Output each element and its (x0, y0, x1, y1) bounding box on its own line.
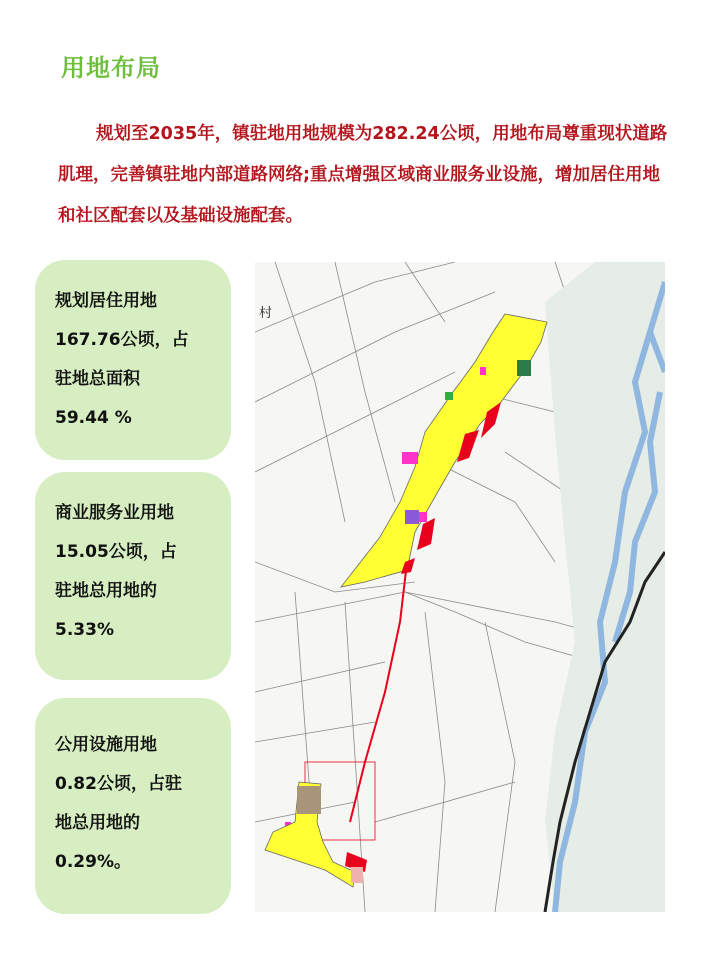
residential-land-card (35, 260, 231, 460)
intro-paragraph: 规划至2035年，镇驻地用地规模为282.24公顷，用地布局尊重现状道路肌理，完善镇驻地内部道路网络;重点增强区域商业服务业设施，增加居住用地和社区配套以及基础设施配套。 (58, 124, 668, 226)
commercial-land-card (35, 472, 231, 680)
industrial-zone (297, 786, 321, 814)
village-label: 村 (259, 306, 273, 321)
land-use-map (255, 262, 665, 912)
section-title: 用地布局 (61, 54, 161, 82)
land-use-map-graphic (255, 262, 665, 912)
green-zone (517, 360, 531, 376)
utility-land-text: 公用设施用地 0.82公顷，占驻 地总用地的 0.29%。 (55, 735, 182, 872)
commercial-land-text: 商业服务业用地 15.05公顷，占 驻地总用地的 5.33% (55, 503, 177, 640)
special-facility-zone (405, 510, 419, 524)
residential-land-text: 规划居住用地 167.76公顷，占 驻地总面积 59.44 % (55, 291, 189, 428)
utility-land-card (35, 698, 231, 914)
